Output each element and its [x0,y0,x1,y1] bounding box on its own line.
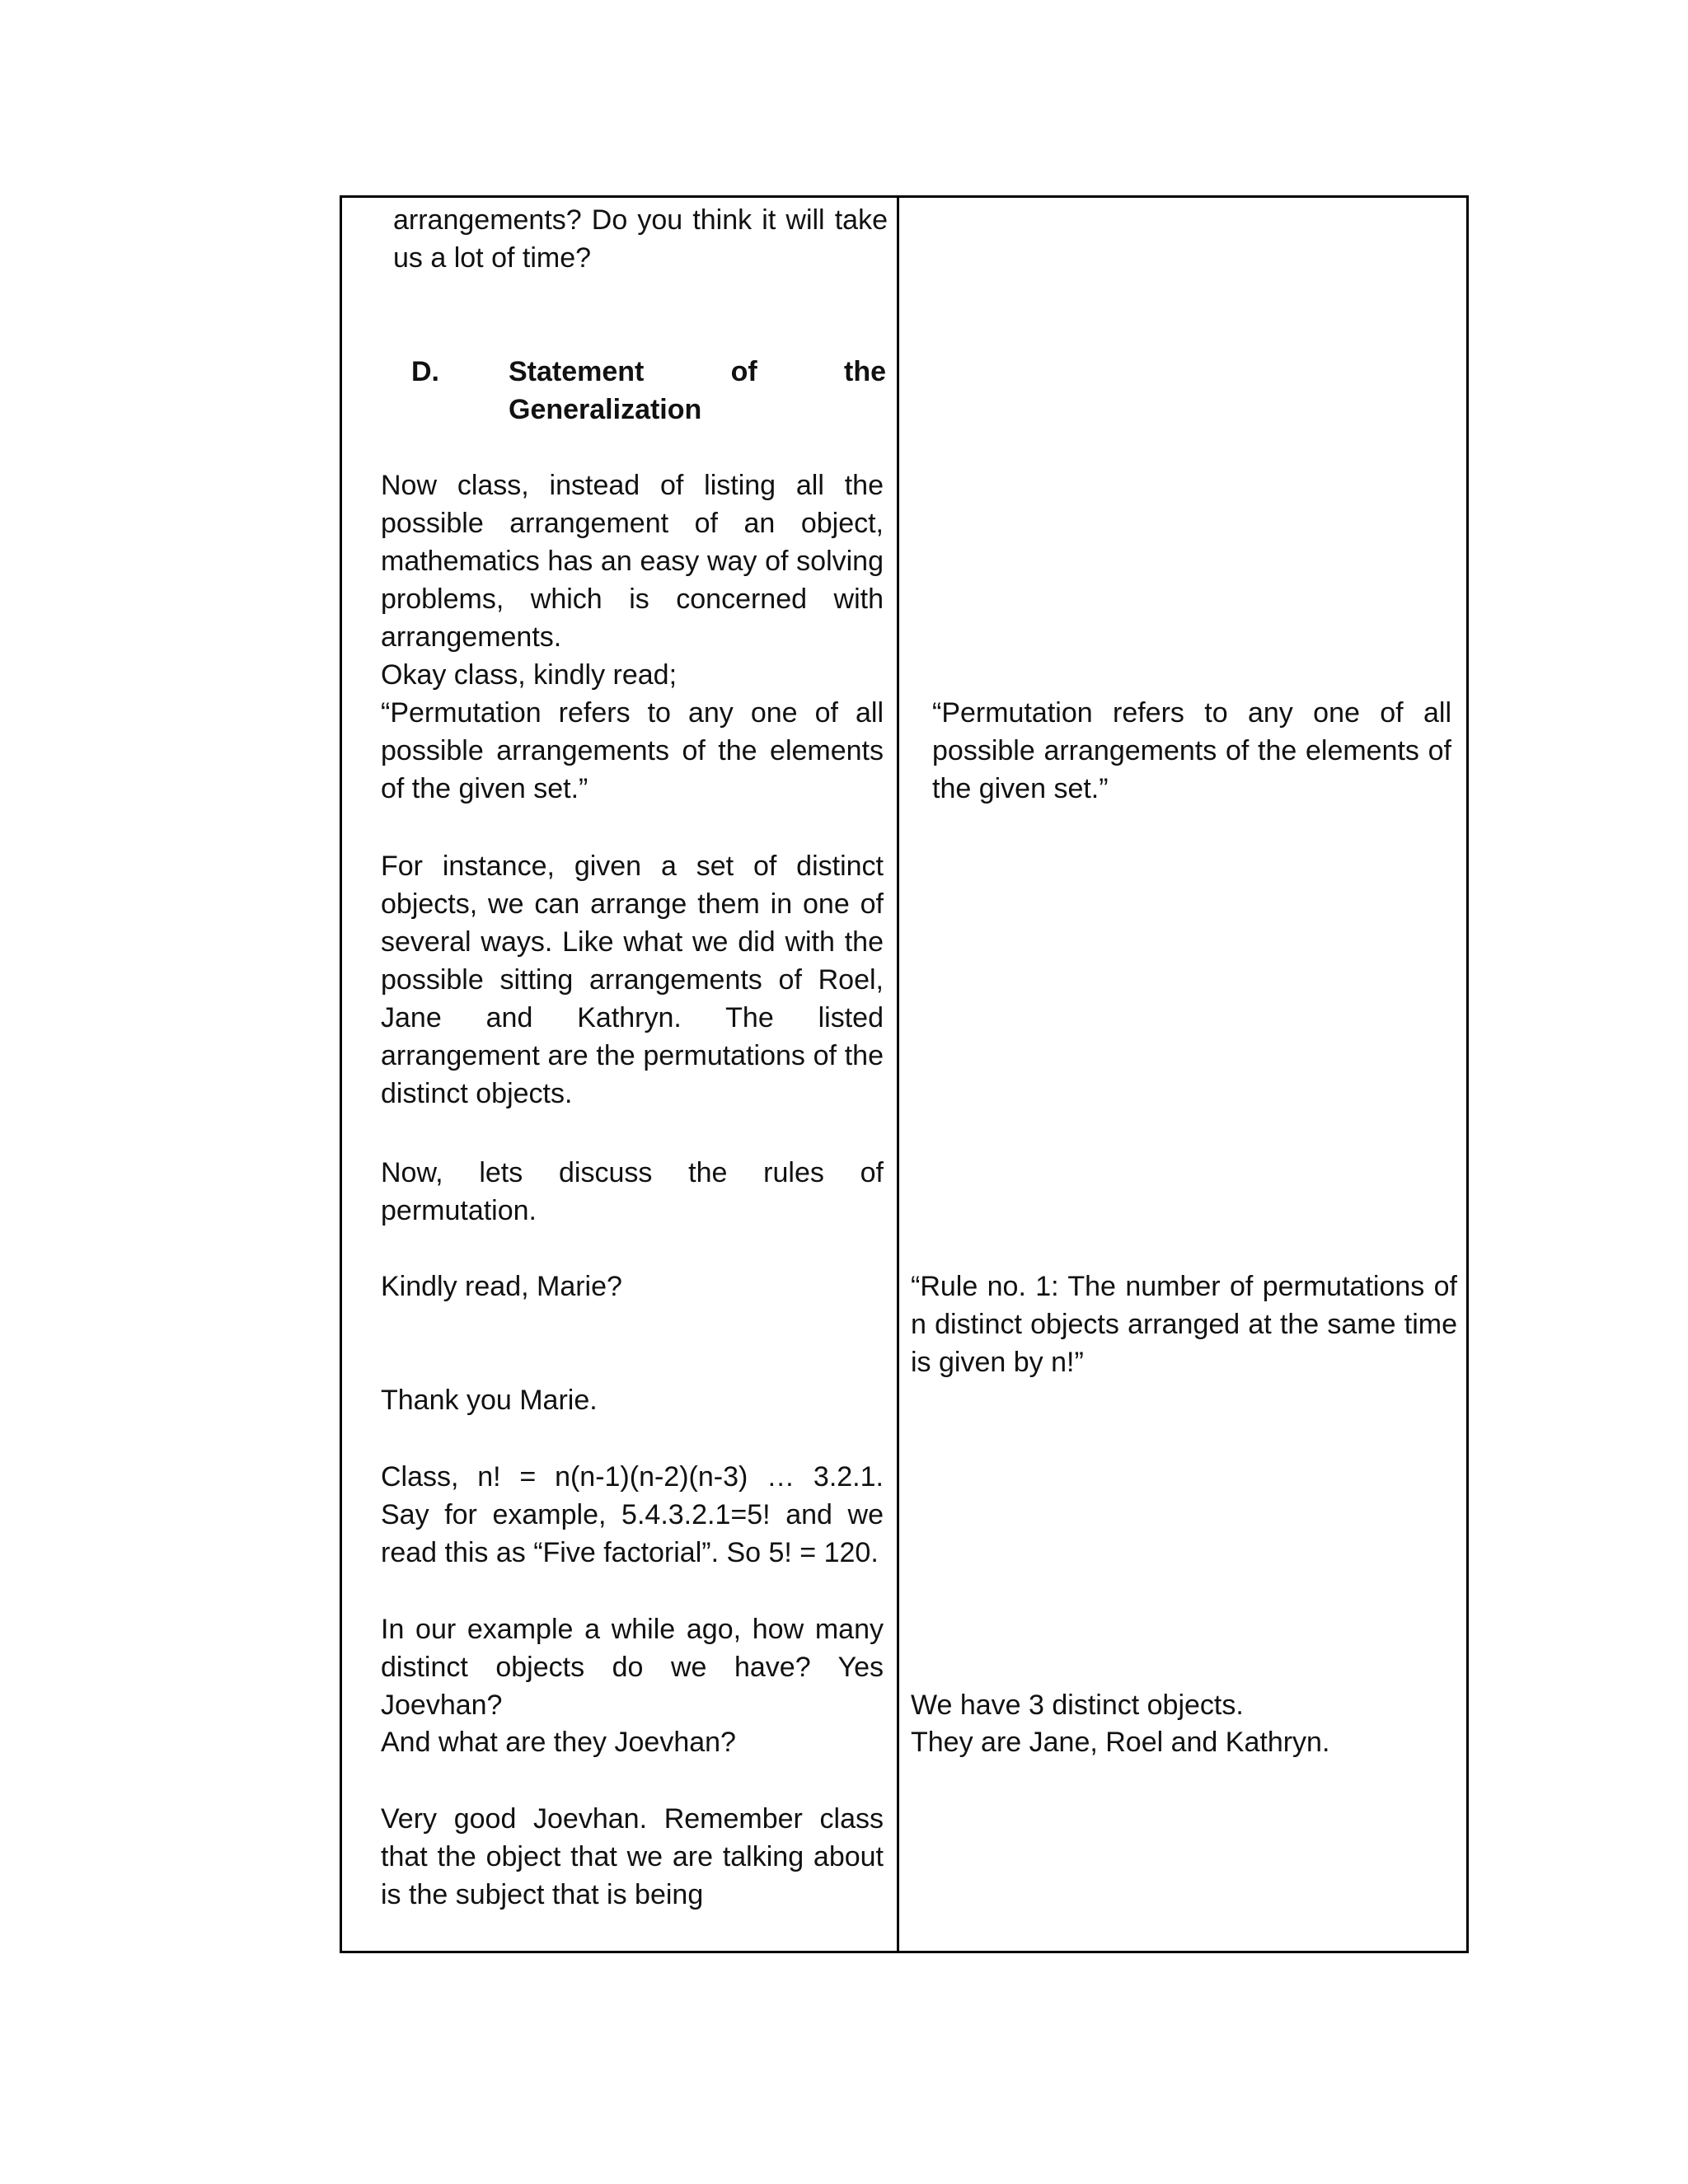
paragraph-very-good: Very good Joevhan. Remember class that the object that we are talking about is the subject that is being [381,1803,884,1910]
paragraph-factorial: Class, n! = n(n-1)(n-2)(n-3) … 3.2.1. Say for example, 5.4.3.2.1=5! and we read this as “Five factorial”. So 5! = 120. [381,1461,884,1568]
thank-marie-text: Thank you Marie. [381,1385,598,1416]
read-marie-text: Kindly read, Marie? [381,1271,622,1302]
section-heading [411,353,889,429]
answer-names-text: They are Jane, Roel and Kathryn. [911,1727,1330,1758]
paragraph-example: In our example a while ago, how many distinct objects do we have? Yes Joevhan? [381,1614,884,1721]
paragraph-instance: For instance, given a set of distinct objects, we can arrange them in one of several ways. Like what we did with the possible sitting arrangements of Roel, Jane and Kathryn. The listed arrangement are the permutations of the distinct objects. [381,851,884,1109]
intro-text: arrangements? Do you think it will take us a lot of time? [393,204,888,274]
what-are-they-text: And what are they Joevhan? [381,1727,736,1758]
paragraph-instead: Now class, instead of listing all the possible arrangement of an object, mathematics has an easy way of solving problems, which is concerned with arrangements. [381,470,884,653]
lesson-plan-table [340,195,1469,1953]
column-divider [897,198,899,1951]
answer-count-text: We have 3 distinct objects. [911,1690,1244,1721]
section-title: Statement of the Generalization [509,356,886,425]
definition-quote-right: “Permutation refers to any one of all possible arrangements of the elements of the given set.” [932,697,1451,804]
kindly-read-text: Okay class, kindly read; [381,659,678,691]
rule-one-text: “Rule no. 1: The number of permutations of n distinct objects arranged at the same time is given by n!” [911,1271,1457,1378]
section-letter: D. [411,356,439,387]
definition-quote-left: “Permutation refers to any one of all possible arrangements of the elements of the given set.” [381,697,884,804]
paragraph-rules: Now, lets discuss the rules of permutation. [381,1157,884,1226]
